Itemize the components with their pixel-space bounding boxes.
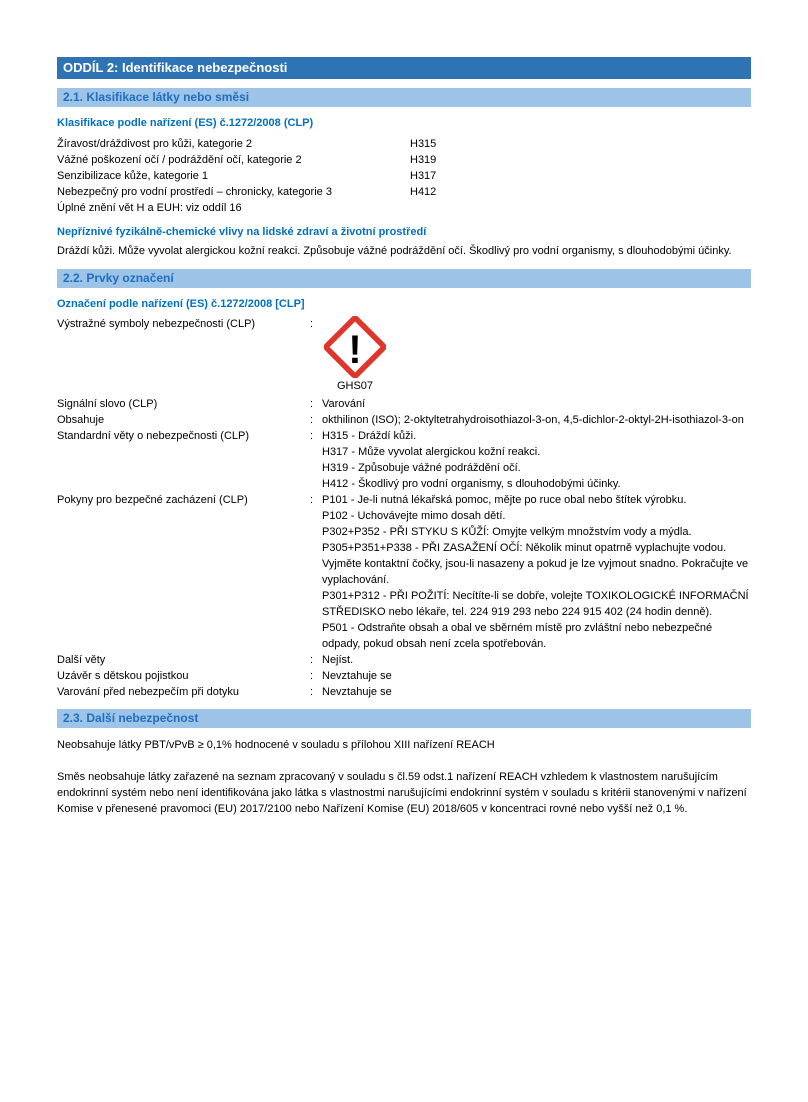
- precautionary-statement: P102 - Uchovávejte mimo dosah dětí.: [322, 510, 506, 522]
- svg-text:!: !: [348, 328, 362, 373]
- subsection-2-3-bar: [57, 709, 751, 728]
- pictograms-label: Výstražné symboly nebezpečnosti (CLP): [57, 318, 256, 330]
- colon: :: [310, 654, 314, 666]
- ghs07-pictogram: [324, 316, 386, 394]
- pictogram-code: GHS07: [336, 380, 374, 392]
- colon: :: [310, 318, 314, 330]
- subsection-2-2-bar: [57, 269, 751, 288]
- section-2-header-bar: [57, 57, 751, 79]
- colon: :: [310, 686, 314, 698]
- hazard-code: H315: [410, 138, 437, 150]
- pbt-vpvb-statement: Neobsahuje látky PBT/vPvB ≥ 0,1% hodnocené v souladu s přílohou XIII nařízení REACH: [57, 739, 495, 751]
- hazard-statement: H319 - Způsobuje vážné podráždění očí.: [322, 462, 521, 474]
- adverse-effects-heading: Nepříznivé fyzikálně-chemické vlivy na lidské zdraví a životní prostředí: [57, 226, 427, 238]
- colon: :: [310, 430, 314, 442]
- labelling-heading: Označení podle nařízení (ES) č.1272/2008 [CLP]: [57, 298, 305, 310]
- hazard-statements-list: [322, 428, 751, 492]
- contains-row: [57, 412, 751, 428]
- labelling-fields: [57, 316, 751, 700]
- precautionary-statements-row: [57, 492, 751, 652]
- precautionary-statements-list: [322, 492, 751, 652]
- child-resistant-cap-row: [57, 668, 751, 684]
- child-resistant-cap-value: Nevztahuje se: [322, 670, 392, 682]
- hazard-statements-label: Standardní věty o nebezpečnosti (CLP): [57, 430, 250, 442]
- other-statements-label: Další věty: [57, 654, 106, 666]
- sds-section-2: [57, 57, 751, 817]
- signal-word-label: Signální slovo (CLP): [57, 398, 158, 410]
- other-statements-row: [57, 652, 751, 668]
- hazard-class-label: Senzibilizace kůže, kategorie 1: [57, 170, 209, 182]
- subsection-2-3-title: 2.3. Další nebezpečnost: [63, 711, 199, 725]
- colon: :: [310, 414, 314, 426]
- full-text-note: Úplné znění vět H a EUH: viz oddíl 16: [57, 202, 242, 214]
- contains-label: Obsahuje: [57, 414, 105, 426]
- precautionary-statement: P305+P351+P338 - PŘI ZASAŽENÍ OČÍ: Několik minut opatrně vyplachujte vodou. Vyjměte kontaktní čočky, jsou-li nasazeny a pokud je lze vyjmout snadno. Pokračujte ve vyplachování.: [322, 542, 749, 586]
- tactile-warning-row: [57, 684, 751, 700]
- adverse-effects-text: Dráždí kůži. Může vyvolat alergickou kožní reakci. Způsobuje vážné podráždění očí. Škodlivý pro vodní organismy, s dlouhodobými účinky.: [57, 245, 732, 257]
- tactile-warning-label: Varování před nebezpečím při dotyku: [57, 686, 240, 698]
- hazard-code: H319: [410, 154, 437, 166]
- pictograms-row: [57, 316, 751, 396]
- subsection-2-1-title: 2.1. Klasifikace látky nebo směsi: [63, 90, 250, 104]
- hazard-statement: H315 - Dráždí kůži.: [322, 430, 417, 442]
- child-resistant-cap-label: Uzávěr s dětskou pojistkou: [57, 670, 189, 682]
- endocrine-disruptor-statement: Směs neobsahuje látky zařazené na seznam zpracovaný v souladu s čl.59 odst.1 nařízení REACH vzhledem k vlastnostem narušujícím endokrinní systém nebo není identifikována jako látka s vlastnostmi narušujícími endokrinní systém v souladu s kritérii stanovenými v nařízení Komise v přenesené pravomoci (EU) 2017/2100 nebo Nařízení Komise (EU) 2018/605 v koncentraci rovné nebo vyšší než 0,1 %.: [57, 771, 747, 815]
- precautionary-statement: P302+P352 - PŘI STYKU S KŮŽÍ: Omyjte velkým množstvím vody a mýdla.: [322, 526, 692, 538]
- precautionary-statement: P501 - Odstraňte obsah a obal ve sběrném místě pro zvláštní nebo nebezpečné odpady, pokud obsah není zcela spotřebován.: [322, 622, 713, 650]
- hazard-class-label: Žíravost/dráždivost pro kůži, kategorie 2: [57, 138, 253, 150]
- colon: :: [310, 670, 314, 682]
- precautionary-statement: P301+P312 - PŘI POŽITÍ: Necítíte-li se dobře, volejte TOXIKOLOGICKÉ INFORMAČNÍ STŘEDISKO nebo lékaře, tel. 224 919 293 nebo 224 915 402 (24 hodin denně).: [322, 590, 749, 618]
- hazard-code: H412: [410, 186, 437, 198]
- hazard-statements-row: [57, 428, 751, 492]
- subsection-2-2-title: 2.2. Prvky označení: [63, 271, 174, 285]
- tactile-warning-value: Nevztahuje se: [322, 686, 392, 698]
- classification-heading: Klasifikace podle nařízení (ES) č.1272/2008 (CLP): [57, 117, 314, 129]
- classification-row: [57, 136, 751, 152]
- classification-row: [57, 168, 751, 184]
- hazard-statement: H317 - Může vyvolat alergickou kožní reakci.: [322, 446, 541, 458]
- colon: :: [310, 398, 314, 410]
- hazard-class-label: Nebezpečný pro vodní prostředí – chronicky, kategorie 3: [57, 186, 332, 198]
- signal-word-value: Varování: [322, 398, 366, 410]
- precautionary-statements-label: Pokyny pro bezpečné zacházení (CLP): [57, 494, 248, 506]
- precautionary-statement: P101 - Je-li nutná lékařská pomoc, mějte po ruce obal nebo štítek výrobku.: [322, 494, 687, 506]
- hazard-statement: H412 - Škodlivý pro vodní organismy, s dlouhodobými účinky.: [322, 478, 621, 490]
- classification-row: [57, 152, 751, 168]
- hazard-code: H317: [410, 170, 437, 182]
- exclamation-mark-diamond-icon: [324, 316, 386, 378]
- subsection-2-1-bar: [57, 88, 751, 107]
- classification-table: [57, 136, 751, 216]
- hazard-class-label: Vážné poškození očí / podráždění očí, kategorie 2: [57, 154, 302, 166]
- contains-value: okthilinon (ISO); 2-oktyltetrahydroisothiazol-3-on, 4,5-dichlor-2-oktyl-2H-isothiazol-3-on: [322, 414, 744, 426]
- section-2-title: ODDÍL 2: Identifikace nebezpečnosti: [63, 60, 288, 75]
- colon: :: [310, 494, 314, 506]
- classification-row: [57, 184, 751, 200]
- signal-word-row: [57, 396, 751, 412]
- other-statements-value: Nejíst.: [322, 654, 354, 666]
